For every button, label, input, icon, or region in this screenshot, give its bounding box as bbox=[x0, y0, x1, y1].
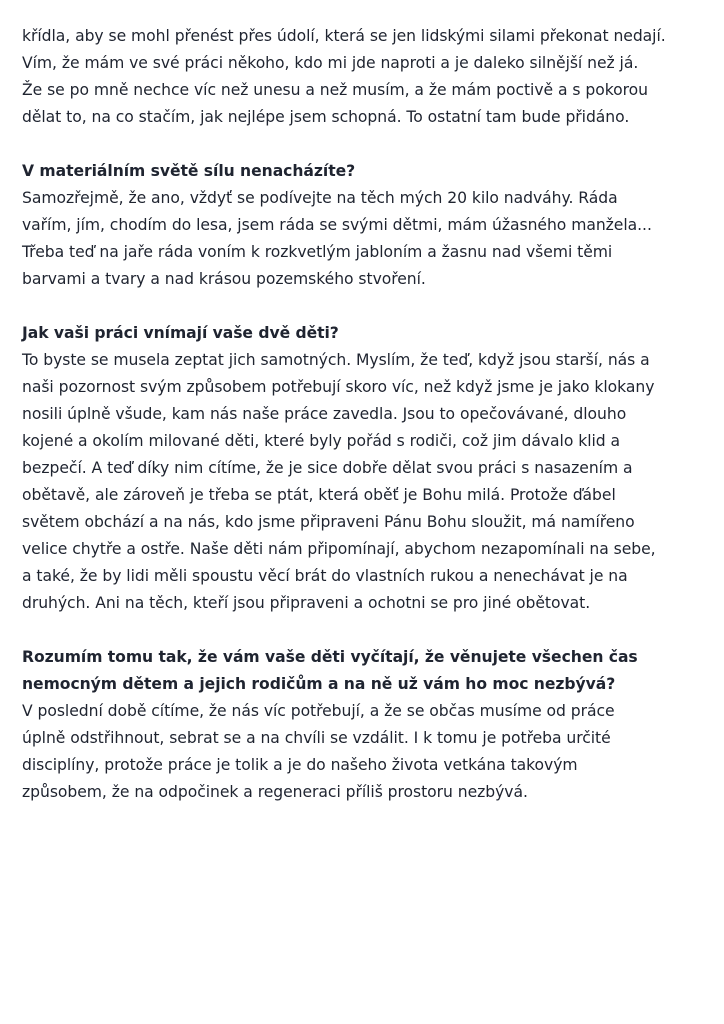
answer-line: naši pozornost svým způsobem potřebují skoro víc, než když jsme je jako klokany bbox=[22, 378, 655, 396]
answer-line: V poslední době cítíme, že nás víc potřebují, a že se občas musíme od práce bbox=[22, 702, 615, 720]
question-heading: Jak vaši práci vnímají vaše dvě děti? bbox=[22, 324, 339, 342]
answer-line: nosili úplně všude, kam nás naše práce zavedla. Jsou to opečovávané, dlouho bbox=[22, 405, 627, 423]
answer-line: a také, že by lidi měli spoustu věcí brát do vlastních rukou a nenechávat je na bbox=[22, 567, 628, 585]
answer-line: druhých. Ani na těch, kteří jsou připraveni a ochotni se pro jiné obětovat. bbox=[22, 594, 591, 612]
answer-line: způsobem, že na odpočinek a regeneraci příliš prostoru nezbývá. bbox=[22, 783, 528, 801]
article-page bbox=[22, 23, 702, 806]
answer-line: disciplíny, protože práce je tolik a je do našeho života vetkána takovým bbox=[22, 756, 578, 774]
qa-section bbox=[22, 644, 702, 806]
paragraph-gap bbox=[22, 131, 702, 158]
answer-line: úplně odstřihnout, sebrat se a na chvíli se vzdálit. I k tomu je potřeba určité bbox=[22, 729, 611, 747]
paragraph-gap bbox=[22, 617, 702, 644]
qa-section bbox=[22, 158, 702, 293]
answer-line: velice chytře a ostře. Naše děti nám připomínají, abychom nezapomínali na sebe, bbox=[22, 540, 656, 558]
question-heading: Rozumím tomu tak, že vám vaše děti vyčítají, že věnujete všechen čas bbox=[22, 648, 638, 666]
answer-line: světem obchází a na nás, kdo jsme připraveni Pánu Bohu sloužit, má namířeno bbox=[22, 513, 635, 531]
answer-line: bezpečí. A teď díky nim cítíme, že je sice dobře dělat svou práci s nasazením a bbox=[22, 459, 633, 477]
answer-line: Samozřejmě, že ano, vždyť se podívejte na těch mých 20 kilo nadváhy. Ráda bbox=[22, 189, 618, 207]
answer-line: To byste se musela zeptat jich samotných. Myslím, že teď, když jsou starší, nás a bbox=[22, 351, 650, 369]
qa-section bbox=[22, 320, 702, 617]
text-line: Vím, že mám ve své práci někoho, kdo mi jde naproti a je daleko silnější než já. bbox=[22, 54, 639, 72]
question-heading: V materiálním světě sílu nenacházíte? bbox=[22, 162, 356, 180]
intro-paragraph bbox=[22, 23, 702, 131]
answer-line: vařím, jím, chodím do lesa, jsem ráda se svými dětmi, mám úžasného manžela... bbox=[22, 216, 652, 234]
answer-line: barvami a tvary a nad krásou pozemského stvoření. bbox=[22, 270, 426, 288]
answer-line: obětavě, ale zároveň je třeba se ptát, která oběť je Bohu milá. Protože ďábel bbox=[22, 486, 616, 504]
text-line: dělat to, na co stačím, jak nejlépe jsem schopná. To ostatní tam bude přidáno. bbox=[22, 108, 630, 126]
paragraph-gap bbox=[22, 293, 702, 320]
question-heading: nemocným dětem a jejich rodičům a na ně už vám ho moc nezbývá? bbox=[22, 675, 616, 693]
answer-line: kojené a okolím milované děti, které byly pořád s rodiči, což jim dávalo klid a bbox=[22, 432, 621, 450]
text-line: Že se po mně nechce víc než unesu a než musím, a že mám poctivě a s pokorou bbox=[22, 81, 648, 99]
answer-line: Třeba teď na jaře ráda voním k rozkvetlým jabloním a žasnu nad všemi těmi bbox=[22, 243, 613, 261]
text-line: křídla, aby se mohl přenést přes údolí, která se jen lidskými silami překonat nedají. bbox=[22, 27, 666, 45]
